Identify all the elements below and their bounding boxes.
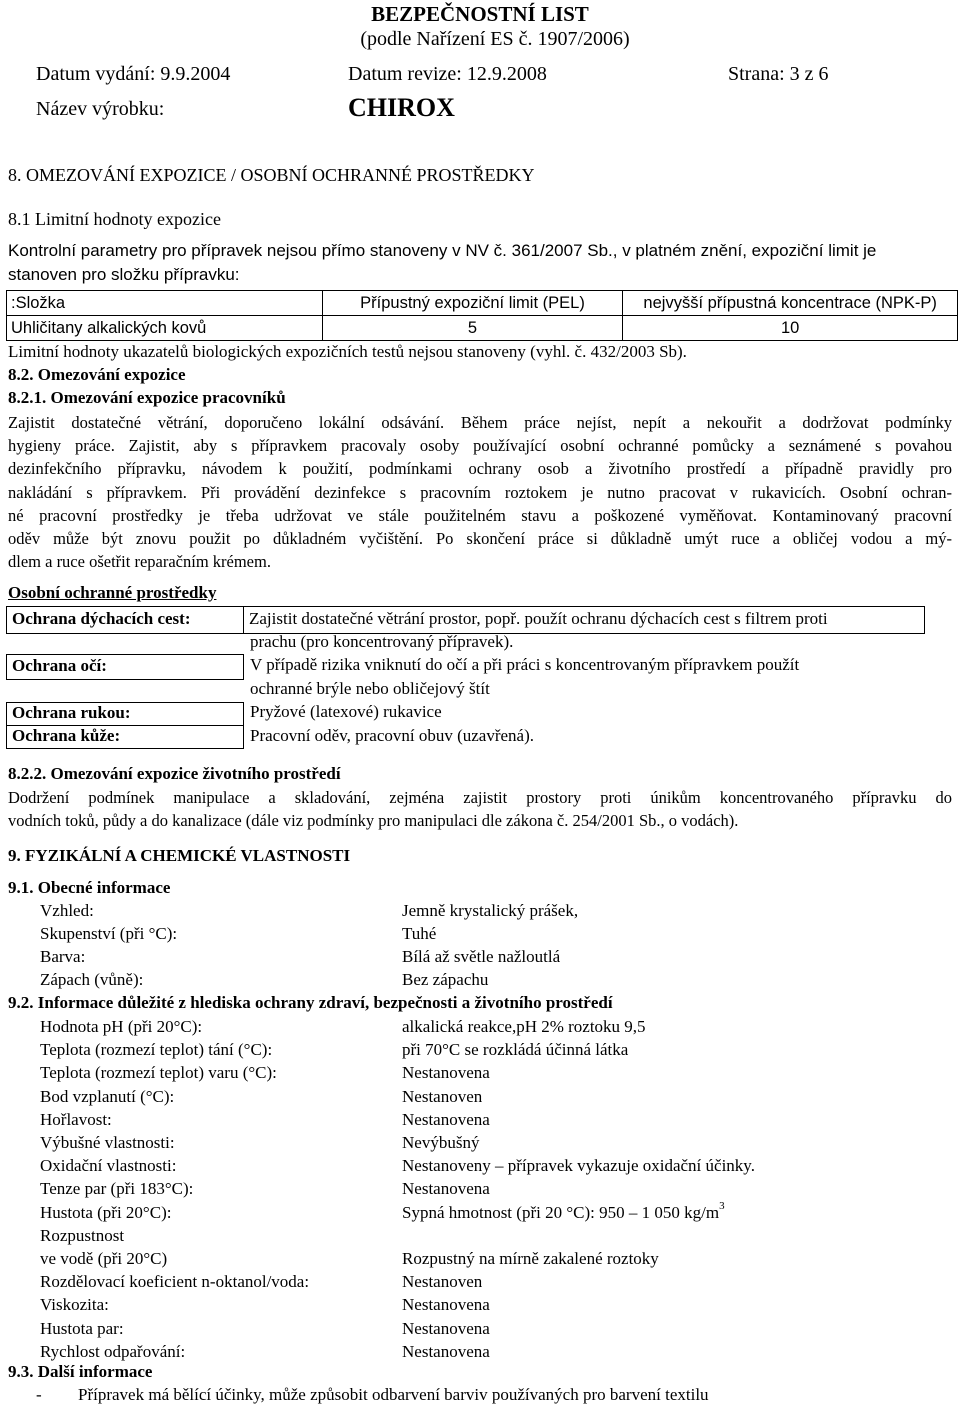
ppe-skin-label: Ochrana kůže: [12,726,121,745]
section-8-2-2-text [8,786,952,832]
section-8-2-heading: 8.2. Omezování expozice [8,365,186,384]
property-label: Výbušné vlastnosti: [40,1133,175,1152]
other-info-text: Přípravek má bělící účinky, může způsobit odbarvení barviv používaných pro barvení textilu [78,1385,709,1404]
table-header-row [7,291,958,316]
table-cell: 5 [322,316,623,341]
property-value-text: Nestanovena [402,1295,490,1315]
property-value [402,1295,490,1315]
ppe-label-box [6,654,244,680]
property-value [402,1156,755,1176]
ppe-eye-text-2: ochranné brýle nebo obličejový štít [250,679,490,698]
ppe-skin-text: Pracovní oděv, pracovní obuv (uzavřená). [250,726,535,745]
section-9-3-heading: 9.3. Další informace [8,1362,153,1381]
section-8-2-1-text [8,411,952,573]
property-value-text: Sypná hmotnost (při 20 °C): 950 – 1 050 kg/m [402,1202,720,1222]
text-line: né pracovní prostředky je třeba udržovat ve stále použitelném stavu a poškozené vyměňovat. Kontaminovaný pracovní [8,505,952,525]
ppe-hand-label: Ochrana rukou: [12,703,131,722]
property-label: Tenze par (při 183°C): [40,1179,194,1199]
superscript: 3 [719,1199,725,1212]
section-8-heading: 8. OMEZOVÁNÍ EXPOZICE / OSOBNÍ OCHRANNÉ PROSTŘEDKY [8,165,535,185]
section-8-1-heading: 8.1 Limitní hodnoty expozice [8,209,221,229]
ppe-respiratory-text-2: prachu (pro koncentrovaný přípravek). [250,632,514,651]
property-value [402,1040,628,1060]
revision-date: Datum revize: 12.9.2008 [348,63,547,85]
property-value-text: Nestanovena [402,1179,490,1199]
property-value-text: Nestanoveny – přípravek vykazuje oxidační účinky. [402,1156,755,1176]
general-property-value [402,947,560,967]
exposure-limit-table [6,290,958,341]
property-value-text: Nestanovena [402,1109,490,1129]
general-property-value-text: Jemně krystalický prášek, [402,901,579,920]
property-label: Hodnota pH (při 20°C): [40,1017,203,1036]
property-value [402,1087,482,1107]
property-value [402,1199,725,1223]
table-header-cell: nejvyšší přípustná koncentrace (NPK-P) [623,291,958,316]
property-value [402,1017,646,1037]
general-property-value-text: Tuhé [402,924,437,943]
property-label: Rozdělovací koeficient n-oktanol/voda: [40,1272,310,1292]
ppe-text-box [242,606,925,634]
property-value [402,1249,659,1269]
table-header-cell: Přípustný expoziční limit (PEL) [322,291,623,316]
general-property-value [402,924,436,944]
property-value-text: Nevýbušný [402,1133,480,1152]
property-label: Hořlavost: [40,1109,112,1129]
property-value [402,1063,490,1083]
property-value [402,1179,490,1199]
ppe-respiratory-label: Ochrana dýchacích cest: [12,609,191,628]
property-label: Hustota par: [40,1318,124,1338]
text-line: oděv může být znovu použit po důkladném vyčištění. Po skončení práce si důkladně umýt ruce a obličej vodou a mý- [8,529,952,549]
property-label: Teplota (rozmezí teplot) tání (°C): [40,1040,273,1060]
table-row [7,316,958,341]
bullet-dash: - [36,1385,42,1404]
product-name: CHIROX [348,93,455,122]
property-value [402,1272,482,1292]
section-8-2-2-heading: 8.2.2. Omezování expozice životního prostředí [8,764,341,783]
property-value-text: při 70°C se rozkládá účinná látka [402,1040,629,1060]
property-value-text: Rozpustný na mírně zakalené roztoky [402,1249,659,1268]
ppe-respiratory-text: Zajistit dostatečné větrání prostor, popř. použít ochranu dýchacích cest s filtrem proti [249,609,828,628]
property-label: Rozpustnost [40,1225,125,1245]
text-line: Zajistit dostatečné větrání, doporučeno lokální odsávání. Během práce nejíst, nepít a nekouřit a dodržovat podmínky [8,413,952,432]
general-property-label: Zápach (vůně): [40,970,144,989]
table-header-cell: :Složka [7,291,323,316]
document-subtitle: (podle Nařízení ES č. 1907/2006) [360,28,630,50]
property-value [402,1110,490,1130]
text-line: vodních toků, půdy a do kanalizace (dále viz podmínky pro manipulaci dle zákona č. 254/2001 Sb., o vodách). [8,811,739,831]
text-line: dezinfekčního přípravku, návodem k použití, podmínkami ochrany osob a životního prostředí a případně pravidly pro [8,459,952,479]
page-number: Strana: 3 z 6 [728,63,829,85]
ppe-label-box [6,725,244,749]
issue-date: Datum vydání: 9.9.2004 [36,63,231,85]
text-line: Dodržení podmínek manipulace a skladování, zejména zajistit prostory proti únikům koncentrovaného přípravku do [8,788,952,807]
table-cell: Uhličitany alkalických kovů [7,316,323,341]
property-value-text: Nestanovena [402,1318,490,1338]
property-value [402,1342,490,1362]
ppe-eye-text: V případě rizika vniknutí do očí a při práci s koncentrovaným přípravkem použít [250,655,800,674]
property-label: Teplota (rozmezí teplot) varu (°C): [40,1063,277,1083]
general-property-value [402,970,488,990]
property-value [402,1133,479,1153]
property-label: Bod vzplanutí (°C): [40,1086,175,1106]
property-value-text: Nestanoven [402,1086,483,1106]
section-9-2-heading: 9.2. Informace důležité z hlediska ochrany zdraví, bezpečnosti a životního prostředí [8,993,613,1012]
ppe-hand-text: Pryžové (latexové) rukavice [250,702,442,721]
property-label: Viskozita: [40,1295,109,1315]
property-label: Rychlost odpařování: [40,1341,186,1361]
property-value-text: Nestanoven [402,1272,483,1292]
property-label: Hustota (při 20°C): [40,1202,172,1222]
ppe-eye-label: Ochrana očí: [12,656,107,675]
section-8-1-text-line1: Kontrolní parametry pro přípravek nejsou přímo stanoveny v NV č. 361/2007 Sb., v platném znění, expoziční limit je [8,241,877,260]
product-label: Název výrobku: [36,98,165,120]
property-value-text: Nestanovena [402,1063,490,1083]
property-label: ve vodě (při 20°C) [40,1249,168,1268]
property-value-text: alkalická reakce,pH 2% roztoku 9,5 [402,1017,646,1036]
section-8-2-1-heading: 8.2.1. Omezování expozice pracovníků [8,388,286,407]
general-property-value [402,901,578,921]
document-title: BEZPEČNOSTNÍ LIST [371,2,589,26]
text-line: nakládání s přípravkem. Při provádění dezinfekce s pracovním roztokem je nutno pracovat v rukavicích. Osobní ochran- [8,482,952,502]
table-cell: 10 [623,316,958,341]
text-line: dlem a ruce ošetřit reparačním krémem. [8,552,271,572]
text-line: hygieny práce. Zajistit, aby s přípravkem pracovaly osoby používající osobní ochranné pomůcky a seznámené s povahou [8,436,952,456]
section-9-1-heading: 9.1. Obecné informace [8,878,171,897]
property-label: Oxidační vlastnosti: [40,1156,177,1176]
general-property-value-text: Bez zápachu [402,970,489,989]
ppe-label-box [6,702,244,726]
general-property-label: Vzhled: [40,901,94,920]
general-property-label: Barva: [40,947,86,966]
ppe-heading: Osobní ochranné prostředky [8,583,217,602]
property-value [402,1319,490,1339]
bio-limits-text: Limitní hodnoty ukazatelů biologických expozičních testů nejsou stanoveny (vyhl. č. 432/2003 Sb). [8,342,687,361]
property-value-text: Nestanovena [402,1341,490,1361]
section-8-1-text-line2: stanoven pro složku přípravku: [8,265,240,284]
ppe-label-box [6,606,244,634]
general-property-value-text: Bílá až světle nažloutlá [402,947,561,966]
general-property-label: Skupenství (při °C): [40,924,178,943]
section-9-heading: 9. FYZIKÁLNÍ A CHEMICKÉ VLASTNOSTI [8,846,351,865]
